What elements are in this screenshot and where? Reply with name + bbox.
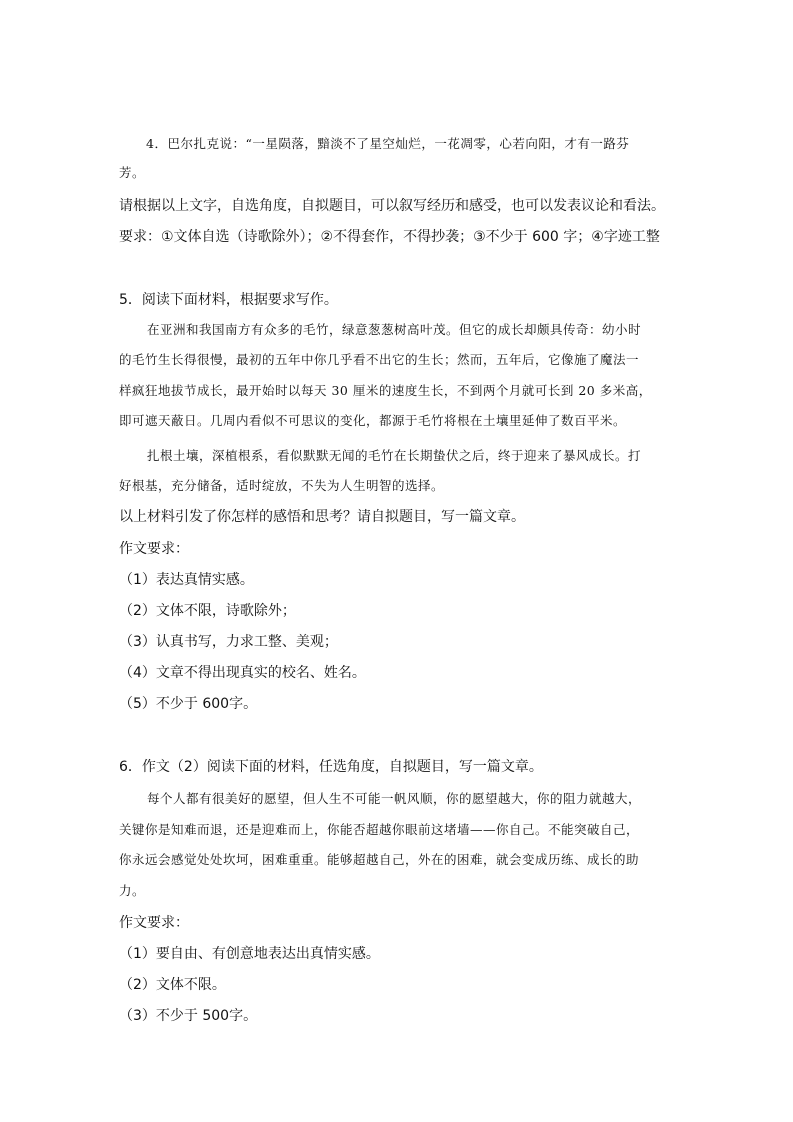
q4-quote-line-1: 4．巴尔扎克说：“一星陨落，黯淡不了星空灿烂，一花凋零，心若向阳，才有一路芬 (146, 136, 630, 151)
q5-material-line-2: 的毛竹生长得很慢，最初的五年中你几乎看不出它的生长；然而，五年后，它像施了魔法一 (119, 352, 640, 367)
q5-requirement-1: （1）表达真情实感。 (119, 572, 254, 588)
q5-requirement-4: （4）文章不得出现真实的校名、姓名。 (119, 665, 366, 681)
q5-material-line-1: 在亚洲和我国南方有众多的毛竹，绿意葱葱树高叶茂。但它的成长却颇具传奇：幼小时 (147, 322, 642, 337)
q4-quote-line-2: 芳。 (119, 165, 146, 180)
q5-material-line-3: 样疯狂地拔节成长，最开始时以每天 30 厘米的速度生长，不到两个月就可长到 20 多米高， (119, 383, 652, 398)
q5-requirement-2: （2）文体不限，诗歌除外； (119, 603, 296, 619)
q6-requirement-2: （2）文体不限。 (119, 977, 226, 993)
q5-question: 以上材料引发了你怎样的感悟和思考？请自拟题目，写一篇文章。 (119, 509, 525, 525)
q6-material-line-4: 力。 (119, 883, 146, 898)
q6-title: 6．作文（2）阅读下面的材料，任选角度，自拟题目，写一篇文章。 (119, 759, 543, 775)
q6-requirement-1: （1）要自由、有创意地表达出真情实感。 (119, 946, 380, 962)
q5-material-line-6: 好根基，充分储备，适时绽放，不失为人生明智的选择。 (119, 478, 445, 493)
q5-requirement-3: （3）认真书写，力求工整、美观； (119, 634, 338, 650)
q5-requirement-5: （5）不少于 600字。 (119, 696, 258, 712)
q4-requirements: 要求：①文体自选（诗歌除外）；②不得套作，不得抄袭；③不少于 600 字；④字迹工整 (119, 229, 660, 245)
q6-material-line-1: 每个人都有很美好的愿望，但人生不可能一帆风顺，你的愿望越大，你的阻力就越大， (147, 791, 642, 806)
q6-material-line-2: 关键你是知难而退，还是迎难而上，你能否超越你眼前这堵墙——你自己。不能突破自己， (119, 822, 640, 837)
q5-requirements-title: 作文要求： (119, 541, 189, 557)
q5-title: 5．阅读下面材料，根据要求写作。 (119, 292, 338, 308)
q6-requirements-title: 作文要求： (119, 915, 189, 931)
q5-material-line-5: 扎根土壤，深植根系，看似默默无闻的毛竹在长期蛰伏之后，终于迎来了暴风成长。打 (147, 448, 642, 463)
q6-material-line-3: 你永远会感觉处处坎坷，困难重重。能够超越自己，外在的困难，就会变成历练、成长的助 (119, 852, 640, 867)
q4-prompt: 请根据以上文字，自选角度，自拟题目，可以叙写经历和感受，也可以发表议论和看法。 (119, 198, 665, 214)
q6-requirement-3: （3）不少于 500字。 (119, 1008, 258, 1024)
q5-material-line-4: 即可遮天蔽日。几周内看似不可思议的变化，都源于毛竹将根在土壤里延伸了数百平米。 (119, 413, 627, 428)
